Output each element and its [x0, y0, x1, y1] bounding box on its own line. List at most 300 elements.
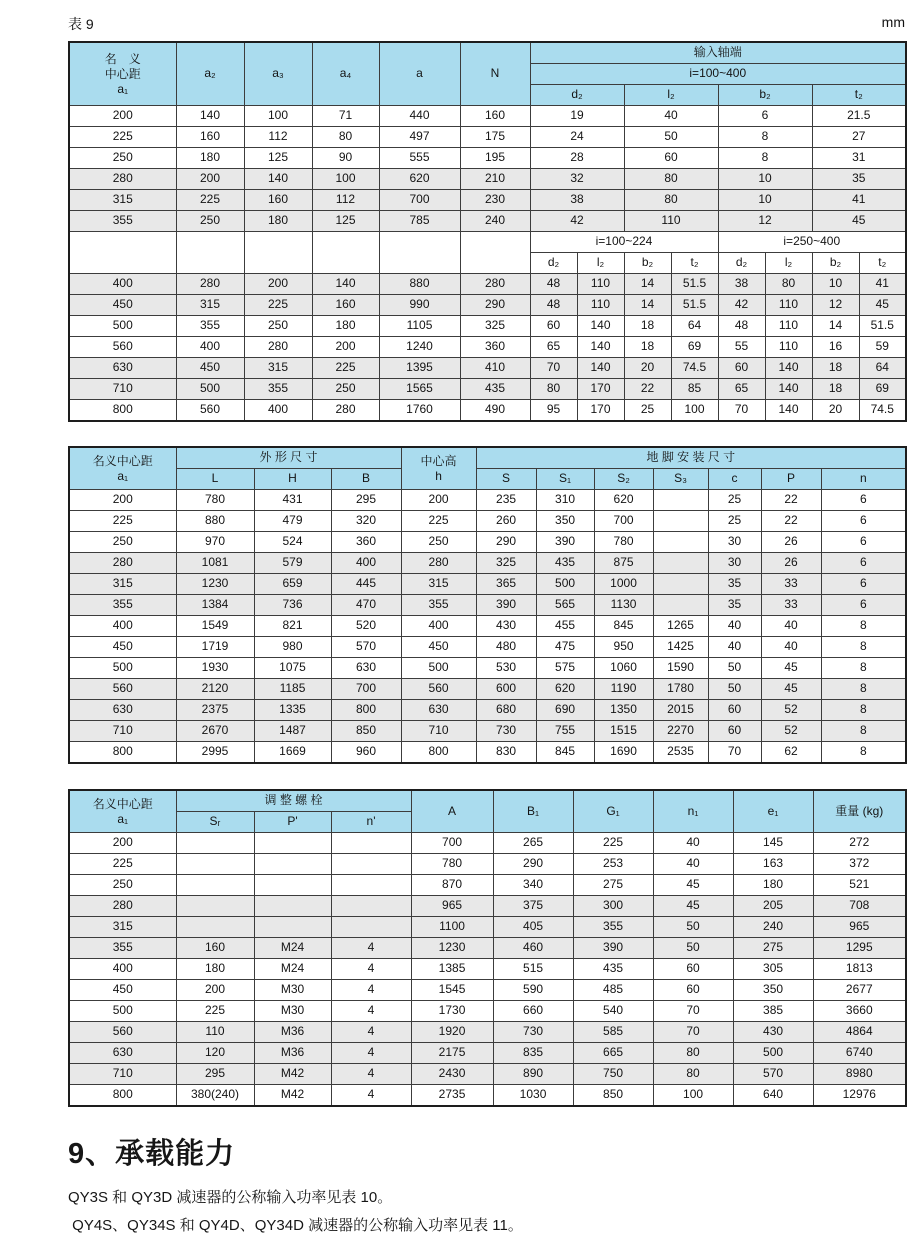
table-cell: 6740: [813, 1043, 906, 1064]
table-row: [69, 742, 906, 764]
table-cell: 160: [460, 106, 530, 127]
table-cell: 180: [176, 148, 244, 169]
table-cell: 1395: [379, 358, 460, 379]
table-cell: 1590: [653, 658, 708, 679]
table-cell: 460: [493, 938, 573, 959]
table-cell: 48: [530, 295, 577, 316]
table-cell: 6: [821, 532, 906, 553]
column-header-S2: S₂: [594, 469, 653, 490]
table-cell: 31: [812, 148, 906, 169]
dimensions-table-outline-foot: [68, 446, 907, 764]
column-header-c: c: [708, 469, 761, 490]
table-cell: 450: [401, 637, 476, 658]
table-cell: 500: [401, 658, 476, 679]
table-cell: 375: [493, 896, 573, 917]
table-cell: 320: [331, 511, 401, 532]
table-cell: 780: [176, 490, 254, 511]
table-cell: 260: [476, 511, 536, 532]
table-cell: 253: [573, 854, 653, 875]
table-cell: 180: [244, 211, 312, 232]
table-cell: 600: [476, 679, 536, 700]
column-header-t2: t₂: [812, 85, 906, 106]
table-row: [69, 274, 906, 295]
table-cell: 500: [536, 574, 594, 595]
table-cell: 690: [536, 700, 594, 721]
table-row: [69, 917, 906, 938]
table-cell: 579: [254, 553, 331, 574]
table-cell: 140: [765, 400, 812, 422]
table-cell: 880: [176, 511, 254, 532]
table-cell: 965: [411, 896, 493, 917]
table-cell: 250: [69, 875, 176, 896]
table-cell: 3660: [813, 1001, 906, 1022]
table-cell: 355: [401, 595, 476, 616]
table-cell: 180: [733, 875, 813, 896]
table-cell: 960: [331, 742, 401, 764]
table-cell: 8: [821, 637, 906, 658]
table-cell: 630: [401, 700, 476, 721]
table-cell: 45: [653, 875, 733, 896]
table-cell: 835: [493, 1043, 573, 1064]
table-cell: 110: [577, 295, 624, 316]
table-cell: 120: [176, 1043, 254, 1064]
table-cell: 230: [460, 190, 530, 211]
table-cell: [653, 490, 708, 511]
table-cell: 140: [765, 358, 812, 379]
table-cell: 1265: [653, 616, 708, 637]
table-body: [69, 833, 906, 1107]
table-cell: 355: [69, 595, 176, 616]
table-cell: [331, 917, 411, 938]
table-cell: 295: [331, 490, 401, 511]
table-cell: 405: [493, 917, 573, 938]
table-cell: 70: [530, 358, 577, 379]
table-cell: [653, 532, 708, 553]
table-cell: [176, 875, 254, 896]
table-cell: M36: [254, 1022, 331, 1043]
table-cell: 1515: [594, 721, 653, 742]
table-cell: 360: [331, 532, 401, 553]
table-row: [69, 616, 906, 637]
header-row: [69, 447, 906, 469]
table-row: [69, 833, 906, 854]
table-cell: 51.5: [859, 316, 906, 337]
table-cell: 40: [761, 616, 821, 637]
column-header-n-prime: n': [331, 812, 411, 833]
table-cell: 845: [536, 742, 594, 764]
table-cell: 45: [859, 295, 906, 316]
table-cell: 710: [69, 1064, 176, 1085]
table-cell: 400: [69, 959, 176, 980]
table-cell: 6: [718, 106, 812, 127]
table-cell: M24: [254, 959, 331, 980]
table-cell: 950: [594, 637, 653, 658]
table-cell: 2120: [176, 679, 254, 700]
header-row: [69, 469, 906, 490]
table-cell: 315: [69, 190, 176, 211]
table-cell: 970: [176, 532, 254, 553]
table-cell: 1760: [379, 400, 460, 422]
table-row: [69, 211, 906, 232]
table-cell: 875: [594, 553, 653, 574]
table-cell: 160: [312, 295, 379, 316]
table-cell: 455: [536, 616, 594, 637]
table-cell: 48: [530, 274, 577, 295]
table-cell: 200: [69, 833, 176, 854]
table-cell: 52: [761, 721, 821, 742]
body-text-line: QY4S、QY34S 和 QY4D、QY34D 减速器的公称输入功率见表 11。: [68, 1217, 523, 1234]
table-cell: 200: [176, 169, 244, 190]
table-cell: 90: [312, 148, 379, 169]
table-cell: 145: [733, 833, 813, 854]
table-cell: 6: [821, 511, 906, 532]
table-cell: 700: [411, 833, 493, 854]
table-cell: 821: [254, 616, 331, 637]
table-row: [69, 896, 906, 917]
table-cell: 64: [671, 316, 718, 337]
table-cell: 1081: [176, 553, 254, 574]
table-cell: 50: [653, 938, 733, 959]
table-cell: 315: [176, 295, 244, 316]
ratio-header-low: i=100~224: [530, 232, 718, 253]
table-cell: 640: [733, 1085, 813, 1107]
table-cell: 560: [401, 679, 476, 700]
table-cell: 71: [312, 106, 379, 127]
table-cell: 480: [476, 637, 536, 658]
table-cell: 8: [821, 658, 906, 679]
table-cell: 430: [476, 616, 536, 637]
table-cell: 400: [176, 337, 244, 358]
table-cell: 620: [536, 679, 594, 700]
table-cell: 225: [312, 358, 379, 379]
table-cell: 48: [718, 316, 765, 337]
table-cell: 41: [812, 190, 906, 211]
table-cell: [653, 595, 708, 616]
mid-subheader: [69, 232, 906, 274]
table-cell: 52: [761, 700, 821, 721]
table-cell: 4: [331, 1001, 411, 1022]
table-cell: 2375: [176, 700, 254, 721]
table-cell: 659: [254, 574, 331, 595]
empty-cell: [379, 232, 460, 274]
table-cell: 520: [331, 616, 401, 637]
table-row: [69, 490, 906, 511]
table-cell: 400: [244, 400, 312, 422]
table-cell: 60: [708, 700, 761, 721]
table-cell: 500: [176, 379, 244, 400]
table-cell: 27: [812, 127, 906, 148]
table-cell: 700: [594, 511, 653, 532]
table-cell: 1425: [653, 637, 708, 658]
table-cell: M42: [254, 1085, 331, 1107]
table-cell: 100: [244, 106, 312, 127]
table-cell: 479: [254, 511, 331, 532]
column-header-d2: d₂: [530, 85, 624, 106]
table-cell: 990: [379, 295, 460, 316]
table-cell: 1230: [411, 938, 493, 959]
table-cell: 22: [761, 490, 821, 511]
table-cell: 65: [718, 379, 765, 400]
table-cell: [254, 833, 331, 854]
table-cell: 355: [69, 211, 176, 232]
table-cell: 2995: [176, 742, 254, 764]
column-header-a3: a₃: [244, 42, 312, 106]
table-row: [69, 938, 906, 959]
column-header-n: n: [821, 469, 906, 490]
table-cell: 620: [379, 169, 460, 190]
table-cell: 60: [718, 358, 765, 379]
table-cell: 880: [379, 274, 460, 295]
table-cell: 500: [733, 1043, 813, 1064]
table-cell: 515: [493, 959, 573, 980]
table-cell: 8: [718, 127, 812, 148]
table-cell: 275: [573, 875, 653, 896]
table-cell: 730: [476, 721, 536, 742]
table-cell: 736: [254, 595, 331, 616]
table-cell: 30: [708, 553, 761, 574]
table-cell: 200: [401, 490, 476, 511]
table-cell: 565: [536, 595, 594, 616]
table-cell: 6: [821, 490, 906, 511]
table-cell: 74.5: [859, 400, 906, 422]
table-cell: 6: [821, 574, 906, 595]
table-cell: 430: [733, 1022, 813, 1043]
table-cell: 1813: [813, 959, 906, 980]
table-cell: 780: [594, 532, 653, 553]
table-cell: 1350: [594, 700, 653, 721]
table-cell: 45: [761, 679, 821, 700]
table-cell: 1000: [594, 574, 653, 595]
table-cell: 40: [624, 106, 718, 127]
table-cell: 620: [594, 490, 653, 511]
table-cell: 570: [331, 637, 401, 658]
table-cell: 32: [530, 169, 624, 190]
table-cell: 8: [718, 148, 812, 169]
table-row: [69, 875, 906, 896]
table-cell: 475: [536, 637, 594, 658]
group-header-outline: 外 形 尺 寸: [176, 447, 401, 469]
table-cell: [254, 875, 331, 896]
table-cell: 100: [653, 1085, 733, 1107]
column-header-b2: b₂: [624, 253, 671, 274]
table-row: [69, 511, 906, 532]
table-cell: 390: [476, 595, 536, 616]
table-cell: 33: [761, 595, 821, 616]
table-cell: 2677: [813, 980, 906, 1001]
table-cell: 630: [331, 658, 401, 679]
table-cell: 14: [812, 316, 859, 337]
table-cell: 22: [624, 379, 671, 400]
table-cell: 980: [254, 637, 331, 658]
table-cell: 225: [244, 295, 312, 316]
table-cell: 140: [577, 358, 624, 379]
table-cell: 1075: [254, 658, 331, 679]
table-cell: 490: [460, 400, 530, 422]
column-header-a1: 名 义 中心距 a₁: [69, 42, 176, 106]
column-header-d2: d₂: [718, 253, 765, 274]
column-header-t2: t₂: [671, 253, 718, 274]
table-cell: 38: [530, 190, 624, 211]
table-row: [69, 959, 906, 980]
table-cell: 112: [244, 127, 312, 148]
body-text-line: QY3S 和 QY3D 减速器的公称输入功率见表 10。: [68, 1189, 393, 1206]
dimensions-table-adjust-bolt-weight: [68, 789, 907, 1107]
table-cell: 4: [331, 1064, 411, 1085]
table-cell: 51.5: [671, 295, 718, 316]
column-header-G1: G₁: [573, 790, 653, 833]
column-header-n1: n₁: [653, 790, 733, 833]
group-header-foot-mounting: 地 脚 安 装 尺 寸: [476, 447, 906, 469]
table-cell: 708: [813, 896, 906, 917]
table-cell: 14: [624, 274, 671, 295]
table-cell: 41: [859, 274, 906, 295]
table-cell: 50: [653, 917, 733, 938]
table-cell: 50: [624, 127, 718, 148]
table-cell: 12976: [813, 1085, 906, 1107]
table-cell: 710: [69, 721, 176, 742]
table-cell: 170: [577, 379, 624, 400]
ratio-header-high: i=250~400: [718, 232, 906, 253]
table-cell: 470: [331, 595, 401, 616]
table-cell: 450: [69, 637, 176, 658]
table-cell: 1384: [176, 595, 254, 616]
table-cell: 390: [536, 532, 594, 553]
empty-cell: [176, 232, 244, 274]
table-cell: 250: [176, 211, 244, 232]
table-row: [69, 637, 906, 658]
table-cell: 350: [733, 980, 813, 1001]
table-body: [69, 490, 906, 764]
table-cell: 390: [573, 938, 653, 959]
table-cell: 59: [859, 337, 906, 358]
table-cell: 85: [671, 379, 718, 400]
table-cell: 400: [401, 616, 476, 637]
table-cell: 110: [176, 1022, 254, 1043]
table-label: 表 9: [68, 16, 94, 32]
table-cell: 180: [176, 959, 254, 980]
table-cell: 530: [476, 658, 536, 679]
table-cell: 485: [573, 980, 653, 1001]
table-cell: 10: [812, 274, 859, 295]
table-cell: [331, 875, 411, 896]
table-cell: 325: [476, 553, 536, 574]
column-header-h: 中心高 h: [401, 447, 476, 490]
table-cell: 435: [536, 553, 594, 574]
table-cell: 870: [411, 875, 493, 896]
table-cell: 225: [69, 854, 176, 875]
header-row: [69, 790, 906, 812]
table-cell: 2175: [411, 1043, 493, 1064]
empty-cell: [460, 232, 530, 274]
table-cell: 1295: [813, 938, 906, 959]
table-cell: 630: [69, 358, 176, 379]
table-cell: 540: [573, 1001, 653, 1022]
column-header-d2: d₂: [530, 253, 577, 274]
table-cell: 355: [69, 938, 176, 959]
table-cell: 42: [718, 295, 765, 316]
table-cell: 272: [813, 833, 906, 854]
table-cell: 325: [460, 316, 530, 337]
table-cell: 160: [176, 938, 254, 959]
table-cell: 18: [812, 379, 859, 400]
table-cell: [653, 553, 708, 574]
table-cell: 25: [708, 490, 761, 511]
table-cell: 40: [761, 637, 821, 658]
table-cell: 570: [733, 1064, 813, 1085]
table-cell: 55: [718, 337, 765, 358]
section-heading: 9、承载能力: [68, 1138, 236, 1170]
table-cell: 2270: [653, 721, 708, 742]
table-cell: 62: [761, 742, 821, 764]
table-cell: 315: [69, 917, 176, 938]
table-cell: 70: [653, 1001, 733, 1022]
table-cell: 225: [69, 127, 176, 148]
table-row: [69, 700, 906, 721]
table-cell: 100: [671, 400, 718, 422]
table-cell: 700: [379, 190, 460, 211]
table-cell: 225: [69, 511, 176, 532]
table-cell: 400: [69, 274, 176, 295]
table-cell: 300: [573, 896, 653, 917]
table-row: [69, 854, 906, 875]
table-cell: 25: [708, 511, 761, 532]
table-cell: 585: [573, 1022, 653, 1043]
table-cell: 1730: [411, 1001, 493, 1022]
table-cell: 140: [765, 379, 812, 400]
table-cell: 1487: [254, 721, 331, 742]
table-cell: 800: [69, 742, 176, 764]
table-cell: 45: [812, 211, 906, 232]
table-cell: 35: [708, 595, 761, 616]
table-cell: 80: [312, 127, 379, 148]
table-cell: 225: [401, 511, 476, 532]
table-cell: 440: [379, 106, 460, 127]
table-cell: 240: [460, 211, 530, 232]
table-cell: 45: [761, 658, 821, 679]
table-cell: 70: [718, 400, 765, 422]
table-cell: 95: [530, 400, 577, 422]
table-cell: 1190: [594, 679, 653, 700]
table-row: [69, 721, 906, 742]
table-cell: 1230: [176, 574, 254, 595]
table-cell: 26: [761, 532, 821, 553]
table-cell: 730: [493, 1022, 573, 1043]
table-cell: 40: [653, 854, 733, 875]
table-cell: 70: [708, 742, 761, 764]
table-cell: [176, 896, 254, 917]
table-cell: 110: [624, 211, 718, 232]
column-header-a1: 名义中心距 a₁: [69, 447, 176, 490]
table-cell: 850: [331, 721, 401, 742]
table-cell: 1030: [493, 1085, 573, 1107]
table-row: [69, 148, 906, 169]
table-cell: [254, 854, 331, 875]
table-cell: 630: [69, 1043, 176, 1064]
table-cell: 1105: [379, 316, 460, 337]
table-cell: 180: [312, 316, 379, 337]
table-row: [69, 1022, 906, 1043]
table-cell: 500: [69, 316, 176, 337]
table-cell: 845: [594, 616, 653, 637]
table-cell: 45: [653, 896, 733, 917]
table-cell: [176, 917, 254, 938]
table-cell: 305: [733, 959, 813, 980]
column-header-l2: l₂: [765, 253, 812, 274]
table-cell: 60: [624, 148, 718, 169]
table-cell: 1669: [254, 742, 331, 764]
table-cell: 380(240): [176, 1085, 254, 1107]
table-cell: 60: [708, 721, 761, 742]
